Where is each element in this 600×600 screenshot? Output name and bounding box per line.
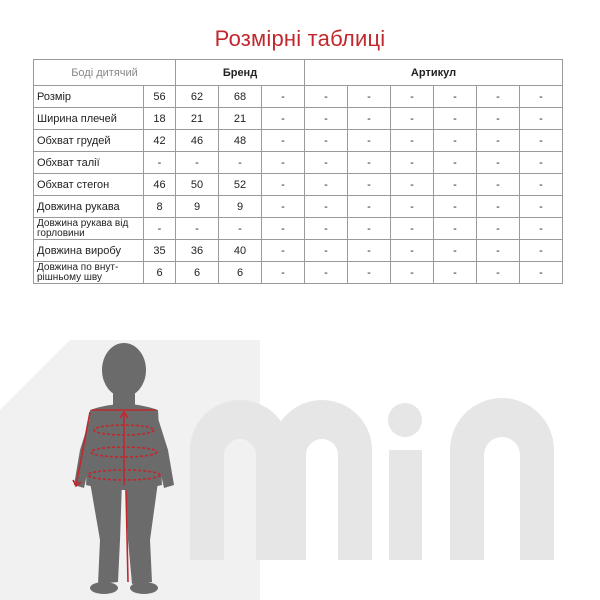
table-cell: - xyxy=(176,218,219,240)
table-cell: - xyxy=(348,262,391,284)
table-cell: - xyxy=(219,152,262,174)
table-cell: - xyxy=(434,130,477,152)
table-cell: - xyxy=(434,174,477,196)
table-cell: - xyxy=(477,130,520,152)
table-cell: - xyxy=(262,108,305,130)
table-row xyxy=(34,86,563,108)
table-header-row xyxy=(34,60,563,86)
table-cell: 35 xyxy=(144,240,176,262)
table-cell: - xyxy=(262,130,305,152)
table-cell: - xyxy=(348,152,391,174)
table-cell: - xyxy=(434,218,477,240)
table-row xyxy=(34,240,563,262)
table-cell: - xyxy=(144,218,176,240)
table-cell: - xyxy=(434,262,477,284)
table-cell: 46 xyxy=(176,130,219,152)
table-cell: - xyxy=(305,262,348,284)
table-cell: 21 xyxy=(176,108,219,130)
table-cell: - xyxy=(219,218,262,240)
table-cell: - xyxy=(305,86,348,108)
table-cell: 9 xyxy=(176,196,219,218)
head xyxy=(102,343,146,397)
table-row xyxy=(34,174,563,196)
table-cell: - xyxy=(434,152,477,174)
row-label: Довжина рукава xyxy=(34,196,144,218)
table-cell: - xyxy=(348,86,391,108)
table-cell: - xyxy=(391,130,434,152)
table-cell: - xyxy=(262,196,305,218)
row-label: Ширина плечей xyxy=(34,108,144,130)
table-cell: 46 xyxy=(144,174,176,196)
table-cell: 18 xyxy=(144,108,176,130)
illustration xyxy=(0,300,600,600)
table-cell: - xyxy=(434,108,477,130)
table-cell: - xyxy=(262,240,305,262)
table-cell: 40 xyxy=(219,240,262,262)
table-cell: - xyxy=(391,152,434,174)
table-cell: - xyxy=(477,218,520,240)
table-cell: - xyxy=(391,196,434,218)
table-cell: - xyxy=(520,174,563,196)
table-cell: 56 xyxy=(144,86,176,108)
table-row xyxy=(34,108,563,130)
table-cell: - xyxy=(520,218,563,240)
table-cell: - xyxy=(348,174,391,196)
table-cell: - xyxy=(348,240,391,262)
table-cell: - xyxy=(262,174,305,196)
row-label: Обхват талії xyxy=(34,152,144,174)
table-cell: - xyxy=(434,86,477,108)
table-cell: 36 xyxy=(176,240,219,262)
table-cell: - xyxy=(520,130,563,152)
table-cell: - xyxy=(520,86,563,108)
table-cell: - xyxy=(305,174,348,196)
table-cell: - xyxy=(348,130,391,152)
table-cell: - xyxy=(477,152,520,174)
table-cell: - xyxy=(262,262,305,284)
row-label: Обхват грудей xyxy=(34,130,144,152)
table-cell: 8 xyxy=(144,196,176,218)
table-cell: - xyxy=(305,240,348,262)
table-cell: - xyxy=(348,108,391,130)
table-cell: - xyxy=(305,196,348,218)
table-cell: - xyxy=(477,108,520,130)
table-cell: 50 xyxy=(176,174,219,196)
table-cell: - xyxy=(391,86,434,108)
row-label: Довжина по внут-рішньому шву xyxy=(34,262,144,284)
table-cell: - xyxy=(305,108,348,130)
table-cell: - xyxy=(391,108,434,130)
table-cell: - xyxy=(262,86,305,108)
table-row xyxy=(34,218,563,240)
size-table xyxy=(33,59,563,284)
table-cell: 48 xyxy=(219,130,262,152)
table-cell: - xyxy=(176,152,219,174)
table-cell: 6 xyxy=(219,262,262,284)
table-cell: 68 xyxy=(219,86,262,108)
row-label: Довжина рукава від горловини xyxy=(34,218,144,240)
table-cell: 21 xyxy=(219,108,262,130)
table-row xyxy=(34,152,563,174)
table-cell: 6 xyxy=(176,262,219,284)
brand-cell: Бренд xyxy=(176,60,305,86)
table-cell: - xyxy=(305,152,348,174)
product-name-cell: Боді дитячий xyxy=(34,60,176,86)
table-row xyxy=(34,262,563,284)
table-cell: - xyxy=(348,196,391,218)
table-cell: - xyxy=(391,240,434,262)
row-label: Довжина виробу xyxy=(34,240,144,262)
table-cell: - xyxy=(477,262,520,284)
table-cell: 62 xyxy=(176,86,219,108)
table-cell: - xyxy=(391,174,434,196)
table-cell: - xyxy=(477,86,520,108)
table-cell: - xyxy=(348,218,391,240)
table-cell: - xyxy=(305,130,348,152)
table-cell: - xyxy=(520,152,563,174)
table-cell: - xyxy=(391,262,434,284)
article-cell: Артикул xyxy=(305,60,563,86)
table-cell: - xyxy=(434,240,477,262)
table-cell: 9 xyxy=(219,196,262,218)
page-title: Розмірні таблиці xyxy=(214,26,386,51)
table-cell: 42 xyxy=(144,130,176,152)
row-label: Розмір xyxy=(34,86,144,108)
table-row xyxy=(34,130,563,152)
table-row xyxy=(34,196,563,218)
table-cell: - xyxy=(477,196,520,218)
table-cell: - xyxy=(262,218,305,240)
table-cell: - xyxy=(144,152,176,174)
table-cell: - xyxy=(520,196,563,218)
table-cell: - xyxy=(305,218,348,240)
table-cell: - xyxy=(391,218,434,240)
row-label: Обхват стегон xyxy=(34,174,144,196)
table-cell: - xyxy=(477,174,520,196)
table-cell: - xyxy=(520,262,563,284)
table-cell: 6 xyxy=(144,262,176,284)
table-cell: - xyxy=(520,108,563,130)
table-cell: 52 xyxy=(219,174,262,196)
table-cell: - xyxy=(262,152,305,174)
table-cell: - xyxy=(477,240,520,262)
table-cell: - xyxy=(520,240,563,262)
table-cell: - xyxy=(434,196,477,218)
